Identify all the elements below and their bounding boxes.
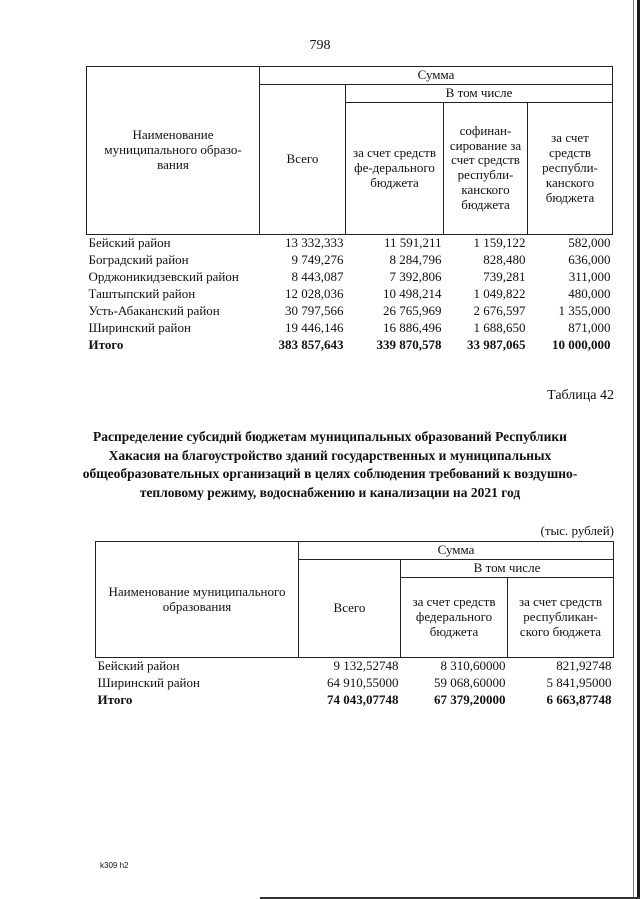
total-row	[96, 692, 614, 709]
cell-republic: 10 000,000	[552, 336, 611, 352]
table-row	[96, 675, 614, 692]
total-row	[87, 337, 613, 354]
header-republic: за счет средств республи-канского бюджета	[528, 102, 613, 234]
table-row	[87, 320, 613, 337]
cell-total: 74 043,07748	[327, 692, 399, 708]
cell-republic: 5 841,95000	[546, 675, 612, 691]
cell-federal: 59 068,60000	[434, 675, 506, 691]
cell-municipality: Усть-Абаканский район	[88, 302, 220, 318]
cell-federal: 16 886,496	[383, 319, 442, 335]
cell-total: 9 132,52748	[333, 658, 399, 674]
cell-republic: 582,000	[568, 234, 611, 250]
header-sum: Сумма	[260, 67, 613, 85]
cell-municipality: Бейский район	[97, 658, 180, 674]
scan-edge-line	[633, 0, 634, 899]
subsidy-table-2	[95, 541, 614, 709]
table-row	[87, 303, 613, 320]
cell-republic: 1 355,000	[558, 302, 611, 318]
cell-federal: 339 870,578	[376, 336, 442, 352]
header-municipality: Наименование муниципального образования	[96, 542, 299, 658]
cell-republic: 480,000	[568, 285, 611, 301]
header-municipality: Наименование муниципального образо-вания	[87, 67, 260, 235]
cell-municipality: Орджоникидзевский район	[88, 268, 239, 284]
cell-republic: 636,000	[568, 251, 611, 267]
header-sum: Сумма	[299, 542, 614, 560]
cell-total: 64 910,55000	[327, 675, 399, 691]
table-row	[87, 234, 613, 252]
cell-total: 30 797,566	[285, 302, 344, 318]
cell-municipality: Итого	[97, 692, 133, 708]
cell-municipality: Ширинский район	[88, 319, 191, 335]
cell-cofinancing: 1 049,822	[473, 285, 526, 301]
page-number: 798	[309, 38, 331, 53]
cell-federal: 10 498,214	[383, 285, 442, 301]
cell-republic: 6 663,87748	[546, 692, 612, 708]
units-label: (тыс. рублей)	[540, 523, 614, 538]
footer-code: k309 h2	[100, 861, 129, 870]
cell-cofinancing: 33 987,065	[467, 336, 526, 352]
cell-republic: 821,92748	[556, 658, 612, 674]
header-cofinancing: софинан-сирование за счет средств республи-канского бюджета	[444, 102, 528, 234]
header-including: В том числе	[401, 560, 614, 578]
cell-cofinancing: 1 688,650	[473, 319, 526, 335]
cell-federal: 67 379,20000	[434, 692, 506, 708]
cell-total: 383 857,643	[278, 336, 344, 352]
cell-federal: 8 284,796	[389, 251, 442, 267]
cell-cofinancing: 739,281	[483, 268, 526, 284]
cell-federal: 26 765,969	[383, 302, 442, 318]
header-federal: за счет средств федерального бюджета	[401, 578, 508, 658]
table-row	[87, 252, 613, 269]
table-row	[87, 269, 613, 286]
header-total: Всего	[260, 84, 346, 234]
table-row	[87, 286, 613, 303]
cell-total: 13 332,333	[285, 234, 344, 250]
cell-municipality: Итого	[88, 336, 124, 352]
table-row	[96, 658, 614, 676]
cell-cofinancing: 2 676,597	[473, 302, 526, 318]
cell-municipality: Таштыпский район	[88, 285, 196, 301]
subsidy-table-1	[86, 66, 613, 354]
cell-federal: 11 591,211	[383, 234, 442, 250]
cell-republic: 871,000	[568, 319, 611, 335]
cell-municipality: Боградский район	[88, 251, 189, 267]
cell-total: 9 749,276	[291, 251, 344, 267]
cell-republic: 311,000	[568, 268, 611, 284]
cell-cofinancing: 1 159,122	[473, 234, 526, 250]
header-republic: за счет средств республикан-ского бюджета	[508, 578, 614, 658]
cell-total: 19 446,146	[285, 319, 344, 335]
cell-federal: 8 310,60000	[440, 658, 506, 674]
cell-total: 12 028,036	[285, 285, 344, 301]
table-title: Распределение субсидий бюджетам муниципальных образований Республики Хакасия на благоустройство зданий государственных и муниципальных общеобразовательных организаций в целях соблюдения требований к воздушно-тепловому режиму, водоснабжению и канализации на 2021 год	[82, 429, 578, 500]
header-federal: за счет средств фе-дерального бюджета	[346, 102, 444, 234]
cell-cofinancing: 828,480	[483, 251, 526, 267]
cell-municipality: Бейский район	[88, 234, 171, 250]
table-caption: Таблица 42	[547, 388, 614, 403]
cell-federal: 7 392,806	[389, 268, 442, 284]
header-including: В том числе	[346, 84, 613, 102]
cell-total: 8 443,087	[291, 268, 344, 284]
header-total: Всего	[299, 560, 401, 658]
cell-municipality: Ширинский район	[97, 675, 200, 691]
